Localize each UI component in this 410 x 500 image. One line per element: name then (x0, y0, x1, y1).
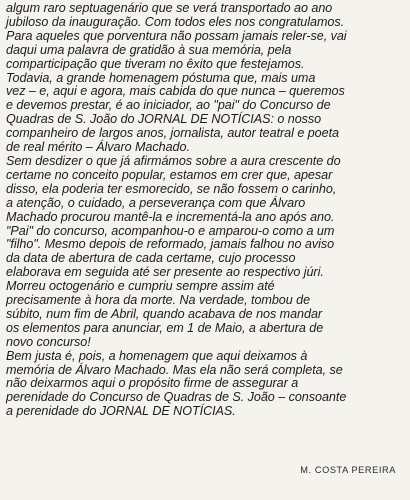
text-line: a perenidade do JORNAL DE NOTÍCIAS. (6, 404, 236, 419)
text-line: vez – e, aqui e agora, mais cabida do que nunca – queremos (6, 84, 345, 99)
text-line: precisamente à hora da morte. Na verdade, tombou de (6, 293, 311, 308)
article-body (6, 2, 408, 419)
text-line: novo concurso! (6, 334, 91, 349)
author-signature: M. COSTA PEREIRA (300, 465, 396, 475)
text-line: os elementos para anunciar, em 1 de Maio, a abertura de (6, 320, 324, 335)
text-line: disso, ela poderia ter esmorecido, se não fossem o carinho, (6, 181, 337, 196)
text-line: Machado procurou mantê-la e incrementá-la ano após ano. (6, 209, 335, 224)
text-line: Para aqueles que porventura não possam jamais reler-se, vai (6, 28, 347, 43)
text-line: algum raro septuagenário que se verá transportado ao ano (6, 1, 333, 15)
text-line: Bem justa é, pois, a homenagem que aqui deixamos à (6, 348, 308, 363)
text-line: Quadras de S. João do JORNAL DE NOTÍCIAS: o nosso (6, 112, 322, 127)
text-line: súbito, num fim de Abril, quando acabava de nos mandar (6, 306, 323, 321)
text-line: companheiro de largos anos, jornalista, autor teatral e poeta (6, 126, 339, 141)
text-line: certame no conceito popular, estamos em crer que, apesar (6, 167, 333, 182)
text-line: e devemos prestar, é ao iniciador, ao "pai" do Concurso de (6, 98, 331, 113)
text-line: Sem desdizer o que já afirmámos sobre a aura crescente do (6, 153, 341, 168)
text-line: "Pai" do concurso, acompanhou-o e amparou-o como a um (6, 223, 335, 238)
text-line: memória de Álvaro Machado. Mas ela não será completa, se (6, 362, 343, 377)
text-line: da data de abertura de cada certame, cujo processo (6, 251, 296, 266)
text-line: comparticipação que tiveram no êxito que festejamos. (6, 56, 305, 71)
text-line: Todavia, a grande homenagem póstuma que, mais uma (6, 70, 316, 85)
document-page (6, 2, 408, 498)
text-line: jubiloso da inauguração. Com todos eles nos congratulamos. (6, 14, 345, 29)
text-line: perenidade do Concurso de Quadras de S. João – consoante (6, 390, 347, 405)
text-line: a atenção, o cuidado, a perseverança com que Álvaro (6, 195, 306, 210)
text-line: não deixarmos aqui o propósito firme de assegurar a (6, 376, 299, 391)
text-line: elaborava em seguida até ser presente ao respectivo júri. (6, 265, 324, 280)
text-line: Morreu octogenário e cumpriu sempre assim até (6, 279, 275, 294)
text-line: "filho". Mesmo depois de reformado, jamais falhou no aviso (6, 237, 335, 252)
text-line: de real mérito – Álvaro Machado. (6, 140, 190, 155)
text-line: daqui uma palavra de gratidão à sua memória, pela (6, 42, 292, 57)
